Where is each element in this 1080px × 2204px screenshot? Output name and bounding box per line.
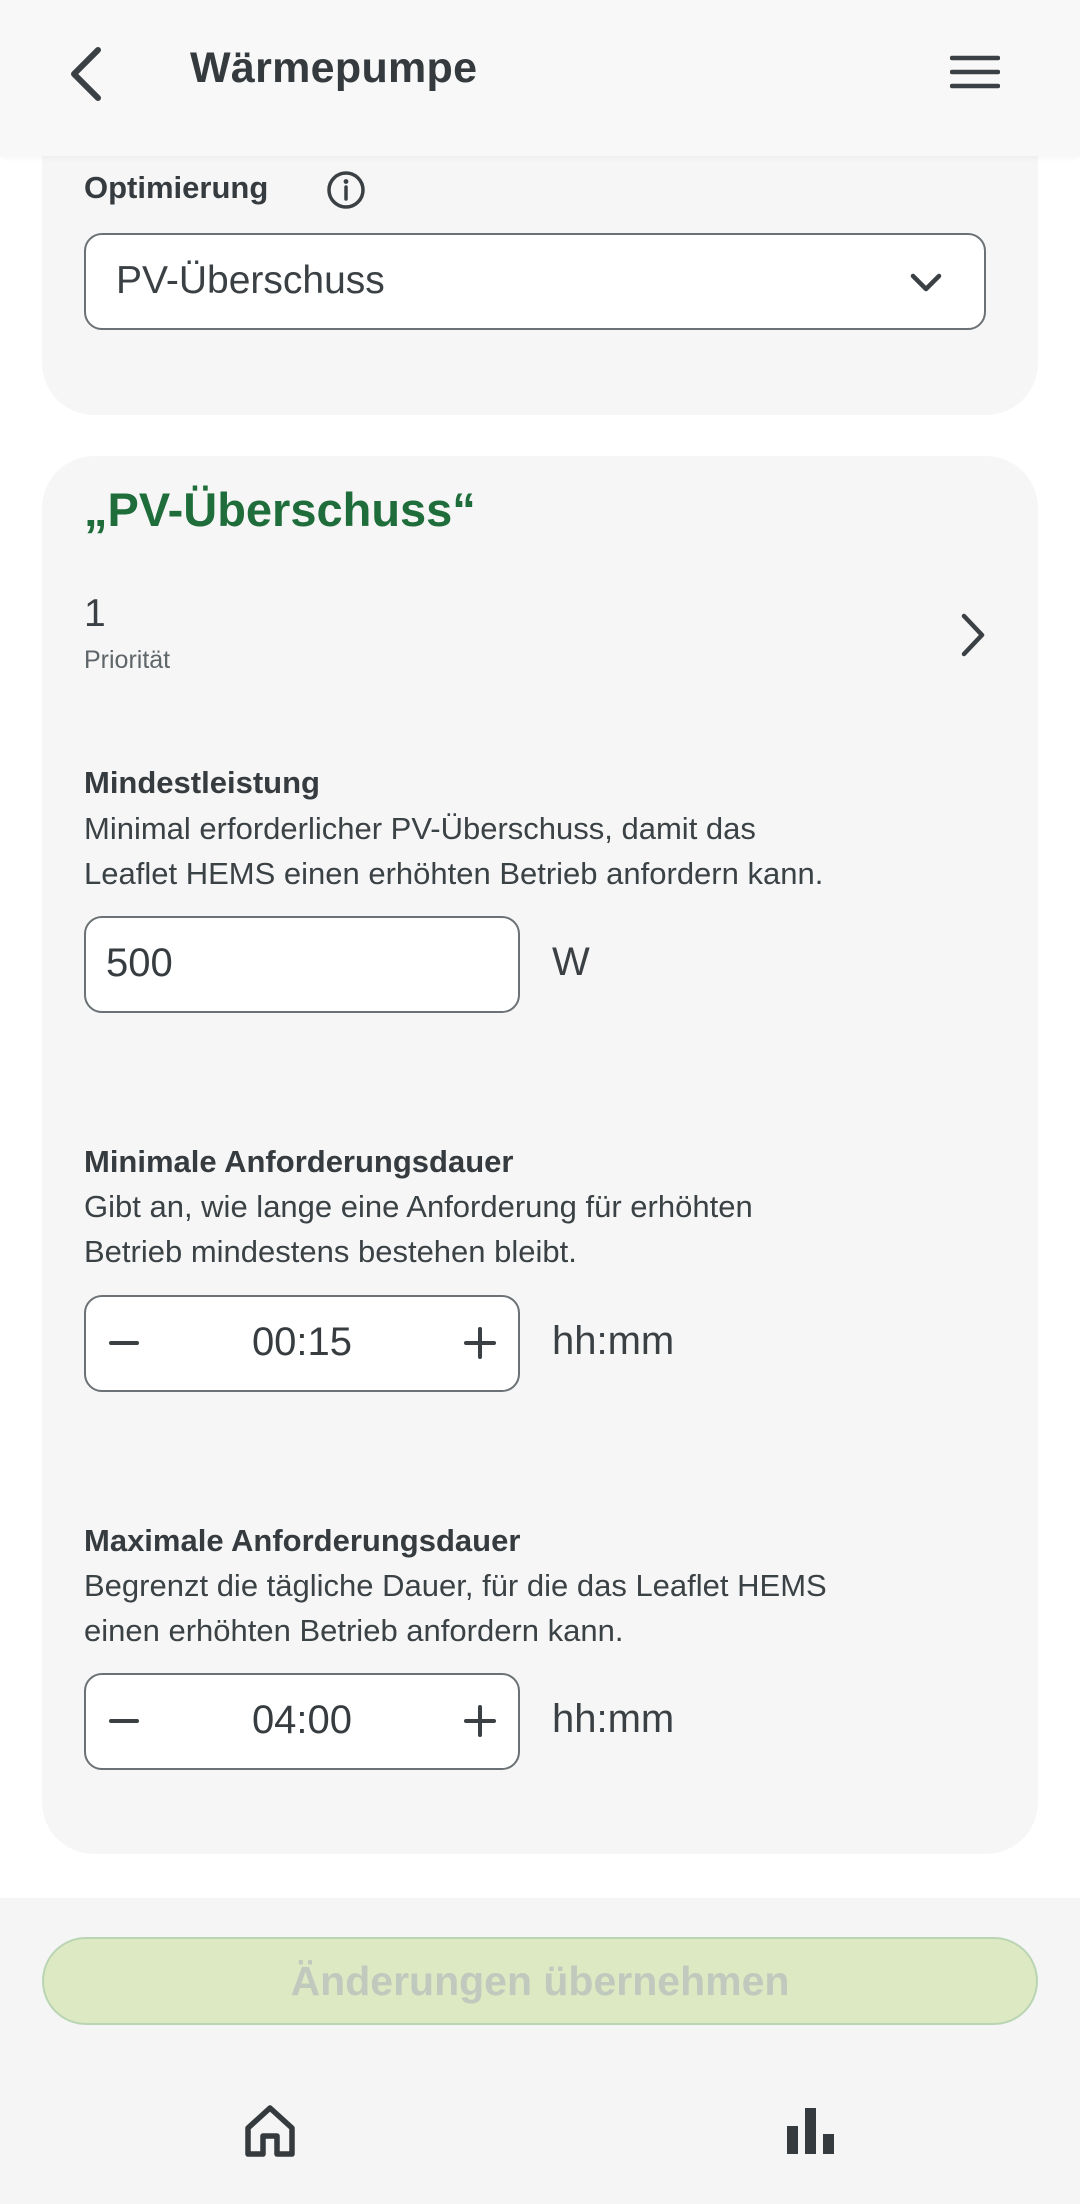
priority-value: 1: [84, 592, 106, 635]
home-icon: [242, 2102, 298, 2158]
app-header: [0, 0, 1080, 156]
max-duration-description-1: Begrenzt die tägliche Dauer, für die das Leaflet HEMS: [84, 1568, 827, 1603]
min-power-description-1: Minimal erforderlicher PV-Überschuss, damit das: [84, 811, 756, 846]
min-duration-value[interactable]: 00:15: [251, 1320, 353, 1364]
priority-row[interactable]: [42, 580, 1038, 700]
nav-statistics[interactable]: [773, 2092, 849, 2168]
min-duration-title: Minimale Anforderungsdauer: [84, 1144, 514, 1179]
back-button[interactable]: [56, 36, 116, 112]
max-duration-stepper: [84, 1673, 520, 1770]
minus-icon: [108, 1327, 140, 1359]
priority-label: Priorität: [84, 646, 171, 674]
max-duration-unit: hh:mm: [552, 1697, 675, 1741]
min-duration-description-2: Betrieb mindestens bestehen bleibt.: [84, 1234, 577, 1269]
max-duration-value[interactable]: 04:00: [251, 1698, 353, 1742]
min-duration-decrement-button[interactable]: [96, 1315, 152, 1371]
min-duration-description-1: Gibt an, wie lange eine Anforderung für erhöhten: [84, 1189, 753, 1224]
optimization-select[interactable]: [84, 233, 986, 330]
min-duration-unit: hh:mm: [552, 1319, 675, 1363]
plus-icon: [463, 1704, 497, 1738]
min-power-value: 500: [106, 941, 173, 985]
min-power-input[interactable]: [84, 916, 520, 1013]
nav-home[interactable]: [232, 2092, 308, 2168]
chevron-left-icon: [66, 46, 106, 102]
max-duration-title: Maximale Anforderungsdauer: [84, 1523, 521, 1558]
min-power-unit: W: [552, 940, 590, 984]
section-title: „PV-Überschuss“: [84, 483, 476, 536]
max-duration-decrement-button[interactable]: [96, 1693, 152, 1749]
max-duration-increment-button[interactable]: [452, 1693, 508, 1749]
menu-button[interactable]: [940, 42, 1010, 102]
hamburger-menu-icon: [950, 54, 1000, 90]
min-duration-stepper: [84, 1295, 520, 1392]
min-power-description-2: Leaflet HEMS einen erhöhten Betrieb anfordern kann.: [84, 856, 824, 891]
chevron-right-icon: [952, 610, 992, 660]
max-duration-description-2: einen erhöhten Betrieb anfordern kann.: [84, 1613, 624, 1648]
bar-chart-icon: [785, 2104, 837, 2156]
min-duration-increment-button[interactable]: [452, 1315, 508, 1371]
minus-icon: [108, 1705, 140, 1737]
optimization-label: Optimierung: [84, 170, 269, 205]
apply-changes-button[interactable]: Änderungen übernehmen: [42, 1937, 1038, 2025]
chevron-down-icon: [908, 265, 944, 301]
plus-icon: [463, 1326, 497, 1360]
min-power-title: Mindestleistung: [84, 765, 320, 800]
optimization-select-value: PV-Überschuss: [116, 259, 385, 302]
info-icon[interactable]: [326, 170, 366, 210]
page-title: Wärmepumpe: [190, 44, 478, 92]
